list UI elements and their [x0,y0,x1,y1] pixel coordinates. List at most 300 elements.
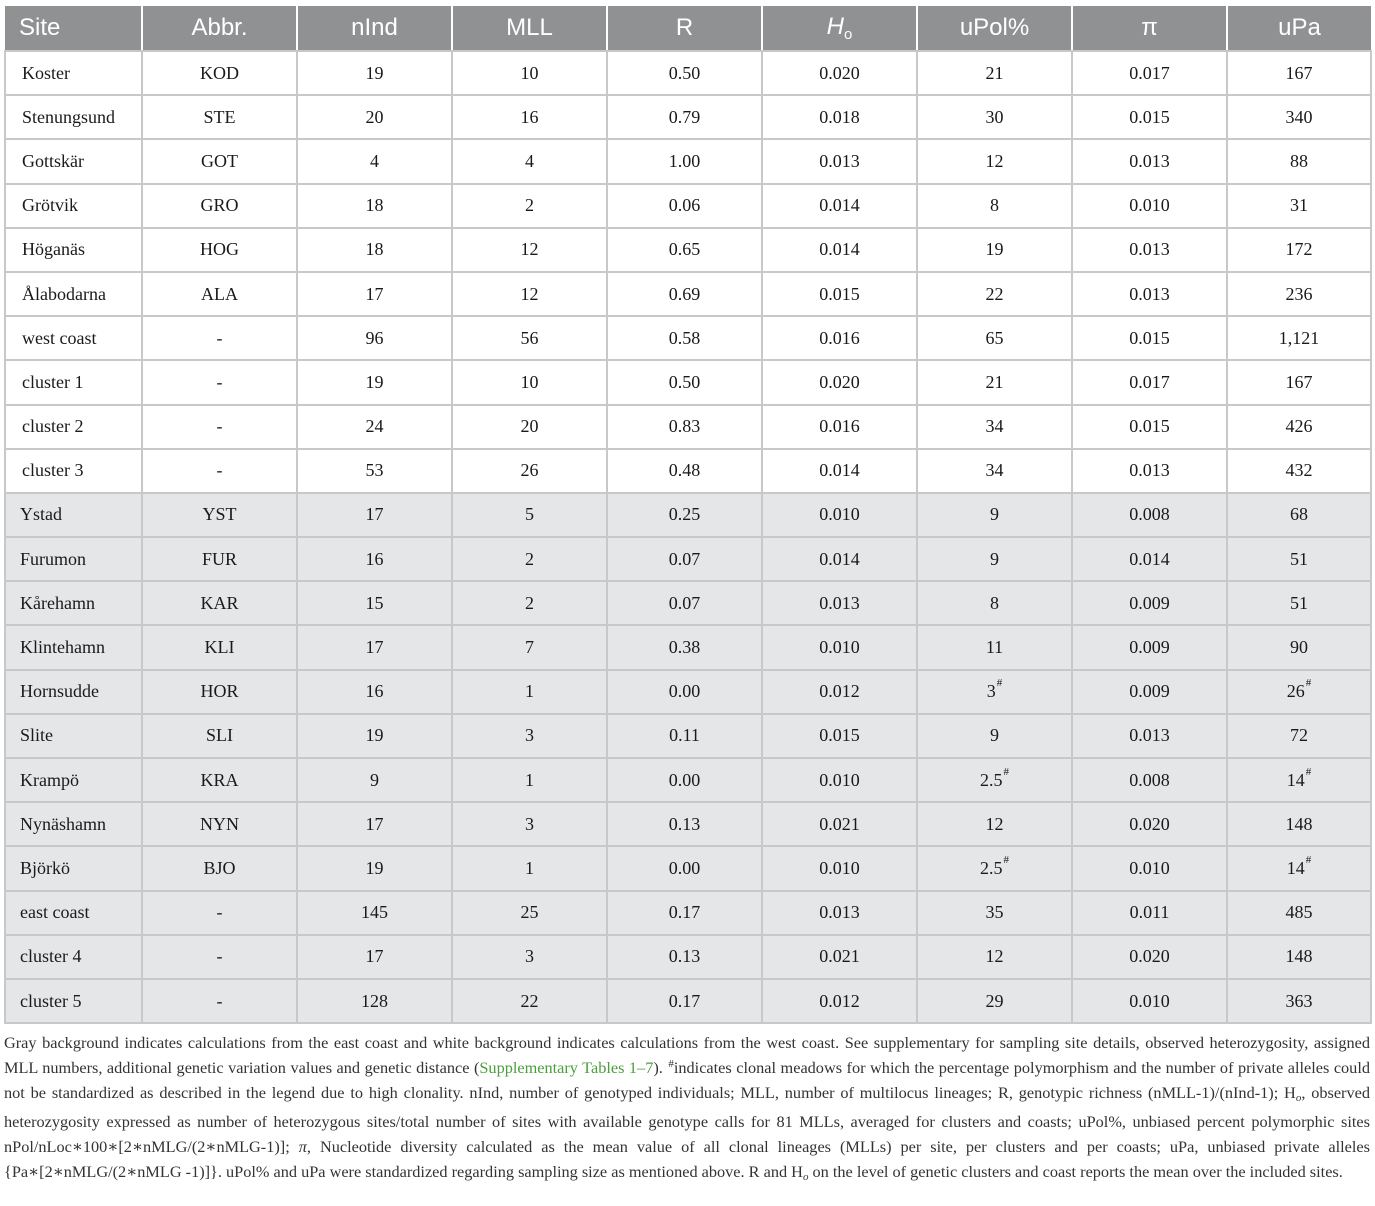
cell-pi [1072,670,1227,714]
cell-r [607,493,762,537]
cell-mll-value: 3 [525,725,534,746]
table-row [5,360,1371,404]
cell-nind-value: 20 [365,106,384,127]
cell-nind [297,891,452,935]
clonal-note-mark: # [1305,677,1312,690]
cell-abbr-value: YST [202,504,237,525]
cell-pi [1072,537,1227,581]
cell-upa-value: 14 [1286,857,1305,878]
cell-ho-value: 0.014 [819,195,860,216]
cell-pi-value: 0.020 [1129,813,1170,834]
cell-upa [1227,316,1371,360]
cell-site [5,670,142,714]
cell-ho [762,670,917,714]
cell-site [5,316,142,360]
cell-nind-value: 17 [365,946,384,967]
cell-ho [762,802,917,846]
header-ho-sub: o [844,26,853,43]
cell-abbr-value: STE [203,106,236,127]
cell-abbr-value: KRA [200,769,239,790]
cell-nind [297,581,452,625]
cell-abbr-value: - [216,946,223,967]
cell-nind [297,95,452,139]
cell-abbr-value: KAR [200,592,239,613]
cell-mll [452,714,607,758]
cell-site [5,625,142,669]
cell-ho-value: 0.010 [819,637,860,658]
cell-upa-value: 14 [1286,769,1305,790]
cell-pi-value: 0.010 [1129,990,1170,1011]
cell-upol [917,581,1072,625]
table-row [5,625,1371,669]
cell-site-value: Furumon [20,548,87,569]
cell-ho [762,272,917,316]
cell-pi-value: 0.013 [1129,725,1170,746]
cell-upa-value: 88 [1290,150,1308,171]
cell-r-value: 0.00 [668,769,701,790]
cell-r-value: 0.69 [668,283,701,304]
cell-nind-value: 128 [361,990,388,1011]
cell-pi-value: 0.015 [1129,327,1170,348]
cell-ho-value: 0.016 [819,327,860,348]
cell-mll [452,758,607,802]
cell-r-value: 0.07 [668,548,701,569]
table-row [5,272,1371,316]
cell-upa-value: 485 [1285,902,1313,923]
cell-site-value: Krampö [20,769,79,790]
cell-site-value: cluster 5 [20,990,82,1011]
cell-r [607,316,762,360]
cell-pi-value: 0.009 [1129,592,1170,613]
cell-mll [452,670,607,714]
cell-pi-value: 0.013 [1129,150,1170,171]
cell-abbr [142,449,297,493]
cell-upol [917,979,1072,1023]
cell-upol [917,758,1072,802]
cell-pi [1072,758,1227,802]
cell-pi-value: 0.017 [1129,371,1170,392]
cell-pi-value: 0.015 [1129,416,1170,437]
cell-upol [917,405,1072,449]
table-row [5,758,1371,802]
cell-upa-value: 148 [1285,946,1313,967]
cell-site-value: east coast [20,902,90,923]
cell-ho-value: 0.013 [819,592,860,613]
cell-nind-value: 18 [365,239,384,260]
cell-site [5,449,142,493]
cell-site-value: cluster 3 [22,460,84,481]
cell-r-value: 0.58 [668,327,701,348]
cell-abbr-value: KOD [200,62,239,83]
cell-ho-value: 0.013 [819,902,860,923]
cell-abbr-value: - [216,990,223,1011]
cell-ho-value: 0.014 [819,548,860,569]
cell-abbr [142,625,297,669]
cell-site [5,184,142,228]
cell-pi [1072,891,1227,935]
cell-ho-value: 0.010 [819,857,860,878]
cell-pi-value: 0.011 [1129,902,1170,923]
cell-abbr [142,891,297,935]
cell-nind [297,272,452,316]
cell-r [607,979,762,1023]
cell-ho [762,758,917,802]
cell-pi [1072,139,1227,183]
cell-ho-value: 0.016 [819,416,860,437]
cell-pi-value: 0.014 [1129,548,1170,569]
header-mll: MLL [452,6,607,51]
footnote-part6: on the level of genetic clusters and coast reports the mean over the included sites. [808,1161,1343,1181]
cell-mll-value: 2 [525,548,534,569]
cell-r-value: 0.48 [668,460,701,481]
cell-site [5,139,142,183]
cell-pi [1072,405,1227,449]
footnote-ho-subscript-2: o [802,1170,809,1183]
cell-mll-value: 56 [520,327,539,348]
cell-pi-value: 0.009 [1129,681,1170,702]
cell-pi [1072,802,1227,846]
cell-mll-value: 20 [520,416,539,437]
cell-upol [917,625,1072,669]
cell-abbr [142,979,297,1023]
cell-r [607,449,762,493]
cell-upol-value: 35 [985,902,1004,923]
table-row [5,449,1371,493]
cell-nind-value: 145 [361,902,388,923]
cell-mll [452,51,607,95]
cell-pi [1072,935,1227,979]
cell-upol-value: 34 [985,416,1004,437]
cell-upol [917,493,1072,537]
clonal-note-mark: # [996,677,1003,690]
cell-upol [917,139,1072,183]
cell-site-value: Kårehamn [20,592,95,613]
cell-site [5,846,142,890]
cell-nind [297,449,452,493]
cell-abbr [142,714,297,758]
cell-nind [297,714,452,758]
cell-mll [452,935,607,979]
cell-abbr [142,670,297,714]
cell-r [607,184,762,228]
cell-mll-value: 10 [520,371,539,392]
cell-upa-value: 51 [1290,592,1308,613]
cell-upa [1227,405,1371,449]
cell-site [5,537,142,581]
cell-abbr [142,95,297,139]
cell-nind-value: 4 [370,150,379,171]
footnote-part3: indicates clonal meadows for which the percentage polymorphism and the number of private alleles could not be standardized as described in the legend due to high clonality. nInd, number of genotyped individuals; MLL, number of multilocus lineages; R, genotypic richness (nMLL-1)/(nInd-1); H [4,1057,1370,1102]
cell-abbr [142,51,297,95]
cell-site [5,891,142,935]
cell-nind-value: 18 [365,195,384,216]
cell-mll [452,405,607,449]
cell-nind-value: 24 [365,416,384,437]
cell-r-value: 0.65 [668,239,701,260]
cell-site [5,272,142,316]
cell-upa [1227,449,1371,493]
cell-r [607,935,762,979]
cell-upol [917,714,1072,758]
cell-ho [762,360,917,404]
cell-pi-value: 0.013 [1129,283,1170,304]
cell-upa [1227,979,1371,1023]
cell-mll [452,891,607,935]
cell-mll [452,184,607,228]
cell-upol-value: 8 [990,592,999,613]
cell-mll [452,537,607,581]
cell-site [5,405,142,449]
cell-site-value: cluster 4 [20,946,82,967]
clonal-note-mark: # [1305,853,1312,866]
cell-site-value: Nynäshamn [20,813,106,834]
cell-pi-value: 0.010 [1129,857,1170,878]
cell-r-value: 0.83 [668,416,701,437]
cell-nind-value: 17 [365,813,384,834]
header-row [5,6,1371,51]
cell-upa [1227,228,1371,272]
cell-r [607,228,762,272]
cell-upa-value: 172 [1285,239,1313,260]
cell-abbr [142,581,297,625]
table-row [5,581,1371,625]
cell-mll-value: 5 [525,504,534,525]
table-row [5,802,1371,846]
cell-mll [452,228,607,272]
cell-nind [297,670,452,714]
cell-mll-value: 2 [525,195,534,216]
cell-upol-value: 11 [985,637,1004,658]
header-nind: nInd [297,6,452,51]
cell-mll-value: 1 [525,857,534,878]
cell-site-value: Höganäs [22,239,85,260]
cell-upa [1227,891,1371,935]
cell-nind-value: 19 [365,371,384,392]
header-site: Site [5,6,142,51]
cell-ho [762,625,917,669]
table-footnote [4,1031,1370,1190]
table-row [5,316,1371,360]
cell-mll-value: 3 [525,946,534,967]
cell-abbr [142,935,297,979]
cell-nind-value: 15 [365,592,384,613]
cell-upa [1227,802,1371,846]
cell-upol-value: 8 [990,195,999,216]
cell-upa-value: 167 [1285,371,1313,392]
cell-upa-value: 31 [1290,195,1308,216]
cell-pi [1072,51,1227,95]
cell-upa-value: 340 [1285,106,1313,127]
cell-upa-value: 90 [1290,637,1308,658]
cell-upa [1227,272,1371,316]
cell-mll [452,802,607,846]
cell-site-value: Grötvik [22,195,78,216]
cell-upol [917,449,1072,493]
cell-r-value: 0.13 [668,813,701,834]
cell-r-value: 0.13 [668,946,701,967]
cell-mll-value: 1 [525,769,534,790]
cell-upa-value: 363 [1285,990,1313,1011]
supplementary-tables-link[interactable]: Supplementary Tables 1–7 [479,1057,654,1077]
cell-ho [762,316,917,360]
table-body [5,51,1371,1023]
clonal-note-mark: # [1305,765,1312,778]
cell-upol-value: 19 [985,239,1004,260]
footnote-part4: , observed heterozygosity expressed as number of heterozygous sites/total number of sites with available genotype calls for 81 MLLs, averaged for clusters and coasts; uPol%, unbiased percent polymorphic sites nPol/nLoc∗100∗[2∗nMLG/(2∗nMLG-1)]; [4,1082,1370,1157]
cell-mll-value: 2 [525,592,534,613]
cell-upol-value: 9 [990,725,999,746]
cell-r [607,670,762,714]
genetic-diversity-table [4,6,1372,1024]
cell-mll [452,625,607,669]
footnote-part2: ). [653,1057,668,1077]
cell-upa-value: 432 [1285,460,1313,481]
cell-ho [762,493,917,537]
cell-pi [1072,493,1227,537]
cell-nind [297,228,452,272]
cell-upa [1227,846,1371,890]
cell-ho-value: 0.014 [819,239,860,260]
cell-abbr-value: - [216,902,223,923]
cell-abbr [142,139,297,183]
cell-upol [917,228,1072,272]
cell-abbr-value: - [216,327,223,348]
cell-mll-value: 7 [525,637,534,658]
cell-r [607,802,762,846]
cell-nind-value: 53 [365,460,384,481]
table-row [5,891,1371,935]
cell-upa-value: 1,121 [1278,327,1320,348]
cell-nind-value: 9 [370,769,379,790]
cell-nind [297,935,452,979]
cell-mll [452,449,607,493]
cell-pi [1072,184,1227,228]
cell-ho [762,405,917,449]
cell-site-value: Klintehamn [20,637,105,658]
cell-ho [762,891,917,935]
header-r: R [607,6,762,51]
cell-abbr-value: - [216,460,223,481]
cell-upa [1227,493,1371,537]
cell-abbr-value: GOT [201,150,238,171]
cell-abbr [142,802,297,846]
cell-r-value: 0.00 [668,857,701,878]
cell-r-value: 0.06 [668,195,701,216]
header-upol: uPol% [917,6,1072,51]
cell-mll-value: 10 [520,62,539,83]
table-row [5,935,1371,979]
cell-nind [297,139,452,183]
cell-r [607,95,762,139]
cell-pi [1072,714,1227,758]
cell-upol [917,316,1072,360]
cell-abbr-value: SLI [206,725,233,746]
cell-mll-value: 25 [520,902,539,923]
cell-abbr-value: BJO [203,857,236,878]
footnote-hash-mark: # [668,1057,674,1070]
cell-site-value: cluster 2 [22,416,84,437]
cell-upa [1227,537,1371,581]
cell-nind [297,625,452,669]
cell-pi-value: 0.017 [1129,62,1170,83]
cell-ho [762,184,917,228]
cell-pi-value: 0.015 [1129,106,1170,127]
cell-abbr [142,405,297,449]
cell-pi-value: 0.009 [1129,637,1170,658]
cell-abbr-value: - [216,371,223,392]
cell-nind [297,802,452,846]
table-row [5,51,1371,95]
cell-upol [917,184,1072,228]
cell-r [607,891,762,935]
cell-r [607,714,762,758]
cell-r-value: 0.38 [668,637,701,658]
cell-ho [762,449,917,493]
cell-nind [297,51,452,95]
table-row [5,670,1371,714]
cell-pi-value: 0.008 [1129,769,1170,790]
cell-pi [1072,449,1227,493]
cell-r [607,758,762,802]
cell-upol-value: 21 [985,62,1004,83]
cell-pi [1072,846,1227,890]
cell-ho-value: 0.012 [819,990,860,1011]
cell-ho-value: 0.021 [819,946,860,967]
cell-abbr [142,228,297,272]
cell-abbr-value: HOR [200,681,239,702]
cell-abbr-value: KLI [204,637,235,658]
cell-upol-value: 34 [985,460,1004,481]
table-row [5,184,1371,228]
cell-nind-value: 17 [365,504,384,525]
cell-upol-value: 9 [990,548,999,569]
cell-abbr [142,846,297,890]
cell-r [607,405,762,449]
cell-r-value: 0.07 [668,592,701,613]
cell-mll [452,272,607,316]
cell-mll [452,360,607,404]
cell-site [5,228,142,272]
cell-pi-value: 0.008 [1129,504,1170,525]
cell-abbr [142,360,297,404]
cell-nind-value: 17 [365,637,384,658]
table-row [5,537,1371,581]
cell-site [5,581,142,625]
cell-nind-value: 16 [365,548,384,569]
cell-upol [917,935,1072,979]
cell-site-value: Ålabodarna [22,283,106,304]
cell-upa [1227,935,1371,979]
cell-upa [1227,184,1371,228]
cell-pi [1072,316,1227,360]
cell-r [607,139,762,183]
cell-ho [762,581,917,625]
table-row [5,95,1371,139]
cell-mll-value: 3 [525,813,534,834]
clonal-note-mark: # [1003,853,1009,866]
cell-r-value: 0.11 [669,725,700,746]
cell-r [607,846,762,890]
cell-ho-value: 0.015 [819,283,860,304]
cell-abbr [142,184,297,228]
cell-r-value: 1.00 [668,150,701,171]
footnote-pi-symbol: π [298,1137,307,1157]
table-row [5,139,1371,183]
cell-upol-value: 2.5 [980,857,1003,878]
cell-site [5,51,142,95]
cell-r-value: 0.50 [668,371,701,392]
cell-upol [917,360,1072,404]
